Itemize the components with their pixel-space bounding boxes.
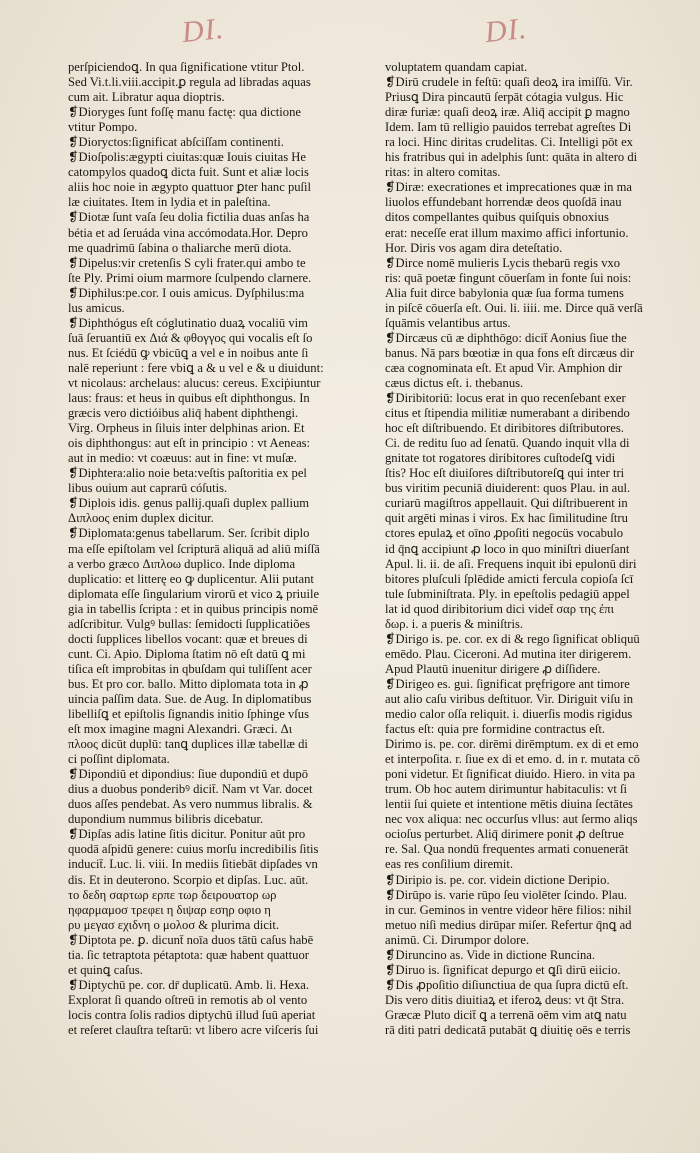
text-line: cæa cognominata eſt. Et apud Vir. Amphion dir [385, 360, 623, 375]
text-line: ηφαρμαμοσ τρεφει η διψαρ εσηρ οφιο η [68, 902, 271, 917]
text-line: Dirimo is. pe. cor. dirēmi dirēmptum. ex di et emo [385, 737, 639, 752]
text-line: nec vox aliqua: nec occurſus vllus: aut ſermo aliqs [385, 812, 638, 827]
text-line: laus: fraus: et heus in quibus eſt diphthongus. In [68, 391, 310, 406]
text-line: Explorat ſi quando oſtreū in remotis ab ol vento [68, 992, 308, 1007]
text-line: curiarū magiſtros appellauit. Qui diſtribuerent in [385, 496, 628, 511]
text-line: a verbo græco Διπλοω duplico. Inde diploma [68, 556, 296, 571]
folio-right: DI. [483, 11, 529, 50]
text-line: ❡Diphthógus eſt cóglutinatio duaꝝ vocaliū vim [68, 315, 308, 330]
text-line: liuolos effundebant horrendæ deos quoſdā inau [385, 195, 622, 210]
text-line: ditos compellantes quibus quiſquis obnoxius [385, 210, 609, 225]
text-line: ſquāmis velantibus artus. [385, 315, 511, 330]
text-line: Sed Vi.t.li.viii.accipit.ꝑ regula ad libradas aquas [68, 75, 311, 90]
text-line: Ci. de reditu ſuo ad ſenatū. Quando inquit vlla di [385, 436, 630, 451]
text-line: diræ furiæ: quaſi deoꝝ iræ. Aliq̄ accipit ꝑ magno [385, 105, 630, 120]
text-line: Διπλοος enim duplex dicitur. [68, 511, 214, 526]
text-line: bitores pluſculi ſplēdide amicti fercula copioſa ſcī [385, 571, 634, 586]
text-line: id q̄nꝗ accipiunt ꝓ loco in quo miniſtri diuerſant [385, 541, 630, 556]
text-line: locis contra ſolis radios diptychū illud ſuū aperiat [68, 1007, 316, 1022]
text-line: voluptatem quandam capiat. [385, 60, 528, 74]
text-line: erat: neceſſe erat illum maximo affici infortunio. [385, 225, 629, 240]
text-line: Virg. Orpheus in ſiluis inter delphinas arion. Et [68, 421, 305, 436]
text-line: lus amicus. [68, 300, 125, 315]
text-line: dis. Et in deuterono. Scorpio et dipſas. Luc. aūt. [68, 872, 309, 887]
text-line: bus viritim pecuniā diuiderent: quos Plau. in aul. [385, 481, 631, 496]
text-line: ❡Diræ: execrationes et imprecationes quæ in ma [385, 180, 632, 195]
text-line: gia in tabellis ſcripta : et in quibus principis nomē [68, 601, 319, 616]
text-line: tia. ſic tetraptota pétaptota: quæ habent quattuor [68, 947, 309, 962]
text-line: aliis hoc noie in ægypto quattuor ꝑter hanc puſil [68, 180, 312, 195]
text-line: Idem. Iam tū relligio pauidos terrebat agreſtes Di [385, 120, 632, 135]
text-line: duplicatio: et litterę eo ꝙ duplicentur. Alii putant [68, 571, 314, 586]
text-line: ❡Diruncino as. Vide in dictione Runcina. [385, 947, 595, 962]
text-line: cunt. Ci. Apio. Diploma ſtatim nō eſt datū ꝗ mi [68, 646, 306, 661]
text-line: eſt mox imagine magni Alexandri. Græci. Δι [68, 722, 293, 737]
text-line: et reſeret clauſtra teſtarū: vt libero acre viſceris ſui [68, 1023, 319, 1037]
text-line: Græcæ Pluto dicit̄ ꝗ a terrenā oēm vim atꝗ natu [385, 1007, 627, 1022]
text-line: et interpoſita. r. ſiue ex di et emo. d. in r. mutata cō [385, 752, 640, 767]
text-line: docti ſupplices libellos vocant: quæ et breues di [68, 631, 308, 646]
text-line: hoc eſt diſtribuendo. Et diribitores diſtributores. [385, 421, 624, 436]
text-line: lat id quod diribitorium dici videt̄ σαρ της ἐπι [385, 601, 615, 616]
text-line: eas res conſilium diremit. [385, 857, 514, 872]
text-line: ❡Diptota pe. ꝑ. dicunt̄ noīa duos tātū caſus habē [68, 932, 314, 947]
text-line: ❡Dirigeo es. gui. ſignificat pręfrigore ant timore [385, 676, 630, 691]
text-line: medio calor oſſa reliquit. i. diuerſis modis rigidus [385, 707, 633, 722]
text-line: ❡Dis ꝓpoſitio diſiunctiua de qua ſupra dictū eſt. [385, 977, 629, 992]
text-line: re. Sal. Qua nondū frequentes armati conuenerāt [385, 842, 629, 857]
text-line: in piſcē cōuerſa eſt. Oui. li. iiii. me. Dirce quā verſā [385, 300, 643, 315]
text-line: ❡Dipondiū et dipondius: ſiue dupondiū et dupō [68, 767, 309, 782]
text-line: ra loci. Hinc diritas crudelitas. Ci. Intelligi pōt ex [385, 135, 633, 150]
text-line: factus eſt: quia pre formidine contractus eſt. [385, 722, 605, 737]
text-line: duos aſſes pendebat. As vero nummus libralis. & [68, 797, 313, 812]
text-line: ctores epulaꝝ et oīno ꝓpoſiti negocüs vocabulo [385, 526, 624, 541]
text-line: vt nicolaus: archelaus: alucus: cereus. Exciṗiuntur [68, 375, 321, 390]
folio-left: DI. [180, 11, 226, 50]
right-column [385, 60, 697, 1038]
text-line: græcis vero dictióibus aliq̄ habent diphthengi. [68, 406, 299, 421]
text-line: me quadrimū ſabina o thaliarche merū diota. [68, 240, 292, 255]
text-line: ❡Diptychū pe. cor. dr̄ duplicatū. Amb. li. Hexa. [68, 977, 310, 992]
text-line: citus et ſtipendia militiæ numerabant a diribendo [385, 406, 630, 421]
text-line: his fratribus qui in adelphis ſunt: quāta in altero di [385, 150, 638, 165]
text-line: animū. Ci. Dirumpor dolore. [385, 932, 530, 947]
text-line: dius a duobus ponderibꝰ dicit̄. Nam vt Var. docet [68, 782, 313, 797]
text-line: trum. Ob hoc autem dirimuntur habitaculis: vt ſi [385, 782, 628, 797]
text-line: ❡Dioſpolis:ægypti ciuitas:quæ Iouis ciuitas He [68, 150, 306, 165]
text-line: ❡Dioryctos:ſignificat abſciſſam continenti. [68, 135, 284, 150]
text-line: diplomata eſſe ſingularium virorū et vico ꝝ priuile [68, 586, 320, 601]
text-line: adſcribitur. Vulgꝰ bullas: ſemidocti ſupplicatiões [68, 616, 311, 631]
text-line: Apul. li. ii. de aſi. Frequens inquit ibi epulonū diri [385, 556, 637, 571]
text-line: ſte Ply. Primi oium marmore ſculpendo clarnere. [68, 270, 312, 285]
text-line: ci poſſint diplomata. [68, 752, 170, 767]
text-line: ❡Dirce nomē mulieris Lycis thebarū regis vxo [385, 255, 621, 270]
text-line: ❡Diotæ ſunt vaſa ſeu dolia fictilia duas anſas ha [68, 210, 310, 225]
text-line: libelliſꝗ et epiſtolis ſignandis initio ſphinge vſus [68, 707, 309, 722]
text-line: ris: quā poetæ fingunt cōuerſam in fonte ſui nois: [385, 270, 632, 285]
text-line: ❡Dioryges ſunt foſſę manu factę: qua dictione [68, 105, 301, 120]
text-line: bétia et ad ſeruáda vina accómodata.Hor. Depro [68, 225, 308, 240]
text-line: ❡Dipelus:vir cretenſis S cyli frater.qui ambo te [68, 255, 306, 270]
text-line: emēdo. Plau. Ciceroni. Ad mutina iter dirigerem. [385, 646, 632, 661]
text-line: poni videtur. Et ſignificat diuido. Hiero. in vita pa [385, 767, 636, 782]
text-line: ſtis? Hoc eſt diuiſores diſtributoreſꝗ qui inter tri [385, 466, 625, 481]
text-line: inducit̄. Luc. li. viii. In mediis ſitiebāt dipſades vn [68, 857, 318, 872]
text-line: ❡Dirū crudele in feſtū: quaſi deoꝝ ira imiſſū. Vir. [385, 75, 633, 90]
text-line: cæus dictus eſt. i. thebanus. [385, 375, 524, 390]
text-line: ❡Diribitoriū: locus erat in quo recenſebant exer [385, 391, 626, 406]
text-line: Alia fuit dirce babylonia quæ ſua forma tumens [385, 285, 624, 300]
text-line: perſpiciendoꝗ. In qua ſignificatione vtitur Ptol. [68, 60, 305, 74]
text-line: Apud Plautū inuenitur dirigere ꝓ diſſidere. [385, 661, 601, 676]
text-line: nus. Et ſciédū ꝙ vbicūꝗ a vel e in noibus ante ſi [68, 345, 309, 360]
text-line: rā diti patri dedicatā putabāt ꝗ diuitię oēs e terris [385, 1023, 631, 1037]
text-line: ois diphthongus: aut eſt in principio : vt Aeneas: [68, 436, 311, 451]
text-line: ❡Diphtera:alio noie beta:veſtis paſtoritia ex pel [68, 466, 307, 481]
text-line: dupondium nummus bilibris dicebatur. [68, 812, 264, 827]
text-line: aut alio caſu viribus deſtituor. Vir. Diriguit viſu in [385, 691, 634, 706]
text-line: catompylos quadoꝗ dicta fuit. Sunt et aliæ locis [68, 165, 309, 180]
text-line: ❡Dirūpo is. varie rūpo ſeu violēter ſcindo. Plau. [385, 887, 628, 902]
text-line: ❡Diphilus:pe.cor. I ouis amicus. Dyſphilus:ma [68, 285, 305, 300]
text-line: tule ſubminiſtrata. Ply. in epeſtolis pedagiū appel [385, 586, 630, 601]
text-line: lentii ſui quiete et intentione mētis diuina ſectātes [385, 797, 633, 812]
text-line: quit argēti minas i viros. Ex hac ſimilitudine ſtru [385, 511, 628, 526]
text-line: ❡Diplomata:genus tabellarum. Ser. ſcribit diplo [68, 526, 310, 541]
text-line: uincia paſſim data. Sue. de Aug. In diplomatibus [68, 691, 312, 706]
text-line: Hor. Diris vos agam dira deteſtatio. [385, 240, 563, 255]
text-line: Dis vero ditis diuitiaꝝ et iferoꝝ deus: vt q̄t Stra. [385, 992, 625, 1007]
text-line: δωρ. i. a pueris & miniſtris. [385, 616, 524, 631]
text-line: libus ouium aut caprarū cóſutis. [68, 481, 228, 496]
text-line: πλοος dicūt duplū: tanꝗ duplices illæ tabellæ di [68, 737, 308, 752]
text-line: gnitate tot rogatores diribitores cuſtodeſꝗ vidi [385, 451, 616, 466]
text-line: quodā aſpidū genere: cuius morſu incredibilis ſitis [68, 842, 319, 857]
text-line: in cur. Geminos in ventre videor hēre filios: nihil [385, 902, 632, 917]
text-line: ρυ μεγασ εχιδνη ο μολοσ & plurima dicit. [68, 917, 280, 932]
text-line: cum ait. Libratur aqua dioptris. [68, 90, 225, 105]
text-line: ❡Dipſas adis latine ſitis dicitur. Ponitur aūt pro [68, 827, 306, 842]
text-line: ritas: in altero comitas. [385, 165, 501, 180]
text-line: ❡Diripio is. pe. cor. videin dictione Deripio. [385, 872, 610, 887]
text-line: ocioſus perturbet. Aliq̄ dirimere ponit ꝓ deſtrue [385, 827, 624, 842]
text-line: Priusꝗ Dira pincautū ſerpāt cótagia vulgus. Hic [385, 90, 624, 105]
text-line: ſuā ſeruantiū ex Διά & φθογγος qui vocalis eſt ſo [68, 330, 313, 345]
text-line: banus. Nā pars bœotiæ in qua fons eſt dircæus dir [385, 345, 635, 360]
text-line: ❡Diruo is. ſignificat depurgo et ꝗſi dirū eiicio. [385, 962, 621, 977]
text-line: tiſica eſt improbitas in qbuſdam qui tuliſſent acer [68, 661, 312, 676]
text-line: aut in medio: vt coæuus: aut in fine: vt muſæ. [68, 451, 297, 466]
text-line: metuo niſi medius dirūpar miſer. Refertur q̄nꝗ ad [385, 917, 632, 932]
text-line: ma eſſe epiſtolam vel ſcripturā aliquā ad aliū miſſā [68, 541, 320, 556]
left-column [68, 60, 360, 1038]
text-line: vtitur Pompo. [68, 120, 138, 135]
text-line: bus. Et pro cor. ballo. Mitto diplomata tota in ꝓ [68, 676, 309, 691]
text-line: nalē reperiunt : fere vbiꝗ a & u vel e & u diuidunt: [68, 360, 324, 375]
text-line: ❡Dircæus cū æ diphthōgo: dicit̄ Aonius ſiue the [385, 330, 627, 345]
text-line: ❡Dirigo is. pe. cor. ex di & rego ſignificat obliquū [385, 631, 640, 646]
text-line: læ ciuitates. Item in lydia et in paleſtina. [68, 195, 271, 210]
text-line: ❡Diplois idis. genus pallij.quaſi duplex pallium [68, 496, 310, 511]
text-line: et quinꝗ caſus. [68, 962, 143, 977]
text-line: το δεδη σαρτωρ ερπε τωρ δειρουατορ ωρ [68, 887, 277, 902]
